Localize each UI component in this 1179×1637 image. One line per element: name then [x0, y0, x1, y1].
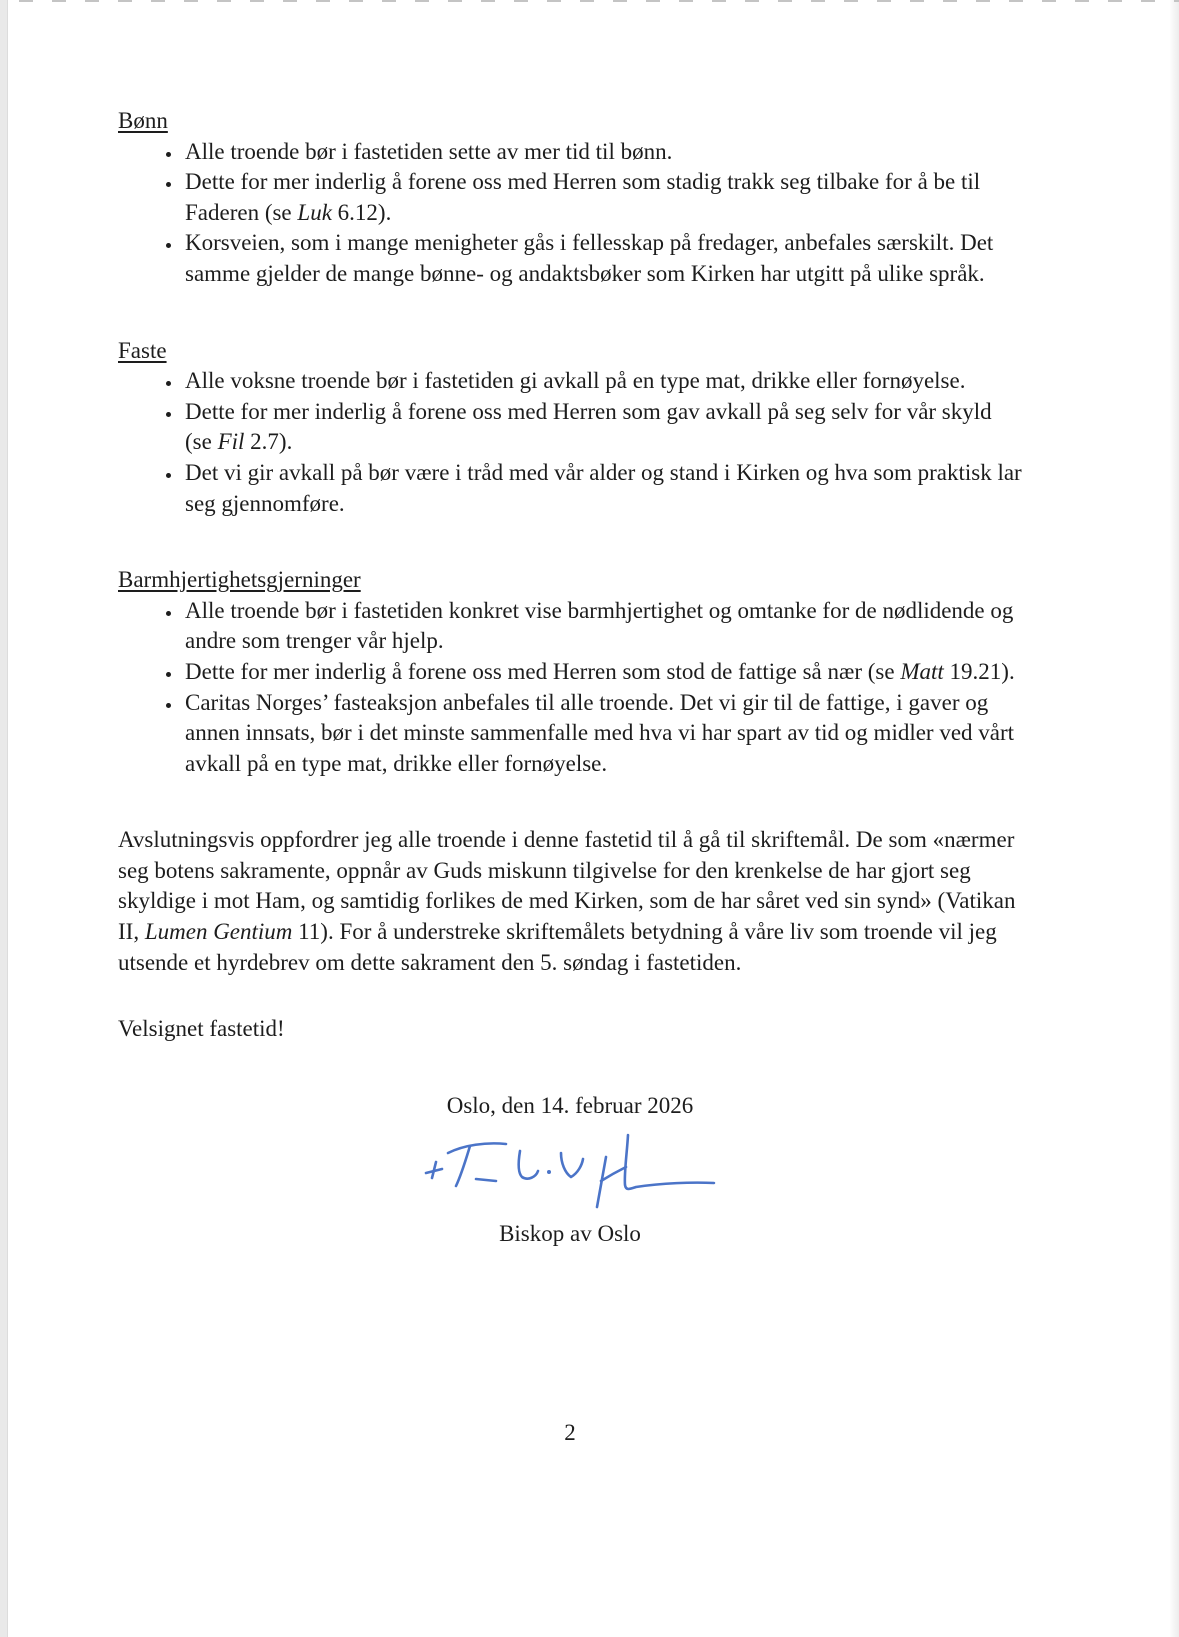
- bullet-item: [183, 137, 1022, 168]
- bullet-item: [183, 167, 1022, 228]
- text-run: 6.12).: [331, 199, 392, 225]
- text-run: 19.21).: [943, 658, 1015, 684]
- letter-sections: [118, 106, 1022, 779]
- bullet-list: [118, 596, 1022, 780]
- blessing-text: Velsignet fastetid!: [118, 1016, 285, 1042]
- left-page-edge: [0, 0, 8, 1637]
- italic-text-run: Matt: [900, 658, 944, 684]
- bullet-item: [183, 366, 1022, 397]
- signature-handwriting: [420, 1129, 720, 1209]
- bullet-item: [183, 657, 1022, 688]
- text-run: Dette for mer inderlig å forene oss med Herren som stadig trakk seg tilbake for å be til Faderen (se: [185, 169, 981, 225]
- section-heading: Faste: [118, 337, 167, 363]
- text-run: Alle troende bør i fastetiden sette av mer tid til bønn.: [185, 138, 673, 164]
- bullet-item: [183, 228, 1022, 289]
- closing-paragraph: [118, 825, 1022, 978]
- italic-text-run: Lumen Gentium: [144, 919, 293, 945]
- text-run: Dette for mer inderlig å forene oss med Herren som stod de fattige så nær (se: [185, 658, 901, 684]
- page-break-divider: [0, 0, 1179, 2]
- section-heading: Barmhjertighetsgjerninger: [118, 567, 361, 593]
- text-run: 2.7).: [244, 429, 293, 455]
- text-run: Avslutningsvis oppfordrer jeg alle troende i denne fastetid til å gå til skriftemål. De som «nærmer seg botens sakramente, oppnår av Guds miskunn tilgivelse for den krenkelse de har gjort seg skyldige i mot Ham, og samtidig forlikes de med Kirken, som de har såret ved sin synd» (Vatikan II,: [118, 827, 1016, 945]
- text-run: Det vi gir avkall på bør være i tråd med vår alder og stand i Kirken og hva som praktisk lar seg gjennomføre.: [185, 459, 1022, 516]
- bullet-item: [183, 596, 1022, 657]
- bullet-list: [118, 137, 1022, 290]
- bullet-list: [118, 366, 1022, 519]
- bullet-item: [183, 458, 1022, 519]
- page-number: 2: [564, 1420, 576, 1446]
- dateline: Oslo, den 14. februar 2026: [446, 1092, 694, 1118]
- text-run: Dette for mer inderlig å forene oss med Herren som gav avkall på seg selv for vår skyld (se: [185, 398, 992, 455]
- section-heading: Bønn: [118, 108, 168, 133]
- bullet-item: [183, 397, 1022, 458]
- text-run: Alle voksne troende bør i fastetiden gi avkall på en type mat, drikke eller fornøyelse.: [185, 368, 966, 394]
- text-run: Caritas Norges’ fasteaksjon anbefales til alle troende. Det vi gir til de fattige, i gaver og annen innsats, bør i det minste sammenfalle med hva vi har spart av tid og midler ved vårt avkall på en type mat, drikke eller fornøyelse.: [185, 689, 1015, 776]
- letter-section: [118, 565, 1022, 779]
- text-run: Korsveien, som i mange menigheter gås i fellesskap på fredager, anbefales særskilt. Det samme gjelder de mange bønne- og andaktsbøker som Kirken har utgitt på ulike språk.: [185, 230, 994, 286]
- letter-section: [118, 336, 1022, 520]
- text-run: 11). For å understreke skriftemålets betydning å våre liv som troende vil jeg utsende et hyrdebrev om dette sakrament den 5. søndag i fastetiden.: [118, 919, 997, 975]
- right-page-edge: [1170, 0, 1179, 1637]
- letter-section: [118, 106, 1022, 290]
- bullet-item: [183, 688, 1022, 780]
- italic-text-run: Luk: [297, 199, 332, 225]
- italic-text-run: Fil: [217, 429, 245, 455]
- signoff-title: Biskop av Oslo: [499, 1221, 641, 1247]
- text-run: Alle troende bør i fastetiden konkret vise barmhjertighet og omtanke for de nødlidende og andre som trenger vår hjelp.: [185, 597, 1014, 654]
